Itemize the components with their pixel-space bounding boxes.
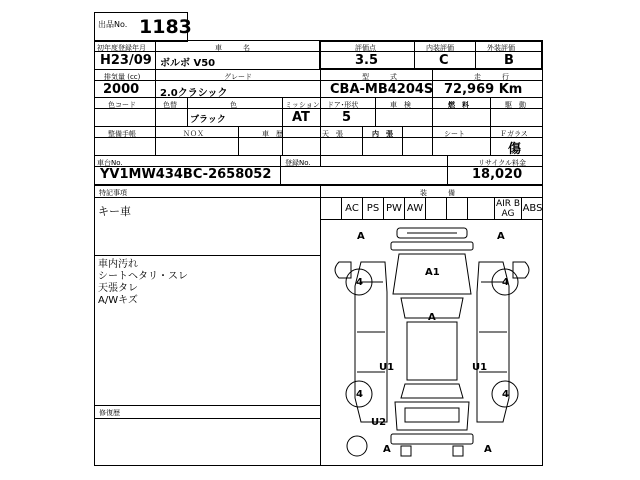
value-first-reg: H23/09 bbox=[100, 53, 152, 68]
equip-ps: PS bbox=[363, 198, 384, 219]
equip-ac: AC bbox=[342, 198, 363, 219]
equip-pw: PW bbox=[384, 198, 405, 219]
lot-label: 出品No. bbox=[98, 20, 128, 29]
mark-u1-r: U1 bbox=[472, 362, 488, 373]
mark-a-fr: A bbox=[497, 231, 505, 242]
value-fglass: 傷 bbox=[508, 142, 522, 157]
label-first-reg: 初年度登録年月 bbox=[97, 44, 146, 52]
value-mission: AT bbox=[292, 110, 310, 125]
notes-line: シートヘタリ・スレ bbox=[98, 271, 188, 282]
label-grade: グレード bbox=[224, 73, 252, 81]
mark-u2: U2 bbox=[371, 417, 387, 428]
mark-w-rl: 4 bbox=[356, 389, 363, 400]
value-recycle: 18,020 bbox=[472, 167, 523, 182]
label-model: 型 式 bbox=[362, 73, 397, 81]
equip-aw: AW bbox=[405, 198, 426, 219]
equip-empty bbox=[468, 198, 495, 219]
value-chassis: YV1MW434BC-2658052 bbox=[100, 167, 272, 182]
label-interior: 内装評価 bbox=[426, 44, 454, 52]
notes-list bbox=[98, 259, 188, 307]
mark-a-rr: A bbox=[484, 444, 492, 455]
label-reg-no: 登録No. bbox=[285, 159, 311, 167]
label-equipment: 装 備 bbox=[420, 189, 455, 197]
value-car-name: ボルボ V50 bbox=[160, 58, 216, 69]
label-color-code: 色コード bbox=[108, 101, 136, 109]
lot-box bbox=[94, 12, 192, 42]
value-doors: 5 bbox=[342, 110, 352, 125]
label-chassis: 車台No. bbox=[97, 159, 123, 167]
label-color: 色 bbox=[230, 101, 237, 109]
value-interior: C bbox=[439, 53, 449, 68]
label-fuel: 燃 料 bbox=[448, 101, 469, 109]
mark-w-fl: 4 bbox=[356, 277, 363, 288]
label-history: 車 歴 bbox=[262, 130, 283, 138]
value-color: ブラック bbox=[190, 115, 226, 125]
mark-w-rr: 4 bbox=[502, 389, 509, 400]
value-exterior: B bbox=[504, 53, 514, 68]
label-car-name: 車 名 bbox=[215, 44, 250, 52]
label-interior2: 内 張 bbox=[372, 130, 393, 138]
value-mileage: 72,969 Km bbox=[444, 82, 523, 97]
notes-line: A/Wキズ bbox=[98, 295, 138, 306]
mark-u1-l: U1 bbox=[379, 362, 395, 373]
value-grade: 2.0クラシック bbox=[160, 88, 228, 99]
equip-abs: ABS bbox=[522, 203, 543, 214]
label-drive: 駆 動 bbox=[505, 101, 526, 109]
equip-empty bbox=[426, 198, 447, 219]
label-recycle: リサイクル料金 bbox=[478, 159, 527, 167]
label-mission: ミッション bbox=[285, 101, 320, 109]
mark-a1: A1 bbox=[425, 267, 440, 278]
notes-line: 天張タレ bbox=[98, 283, 138, 294]
label-capacity: 車 検 bbox=[390, 101, 411, 109]
equipment-row bbox=[321, 198, 543, 220]
label-seat: シート bbox=[444, 130, 465, 138]
mark-a-fl: A bbox=[357, 231, 365, 242]
equip-empty bbox=[447, 198, 468, 219]
value-score: 3.5 bbox=[355, 53, 379, 68]
equip-blank bbox=[321, 198, 342, 219]
lot-number: 1183 bbox=[139, 16, 192, 38]
value-model: CBA-MB4204S bbox=[330, 82, 434, 97]
label-sunroof: 天 張 bbox=[322, 130, 343, 138]
label-maintenance: 整備手帳 bbox=[108, 130, 136, 138]
label-nox: ＮＯＸ bbox=[183, 130, 204, 138]
label-mileage: 走 行 bbox=[474, 73, 509, 81]
label-displacement: 排気量 (cc) bbox=[104, 73, 141, 81]
label-doors: ドア･形状 bbox=[327, 101, 359, 109]
label-exterior: 外装評価 bbox=[487, 44, 515, 52]
mark-a-rl: A bbox=[383, 444, 391, 455]
label-notes: 特記事項 bbox=[99, 189, 127, 197]
label-color-type: 色替 bbox=[163, 101, 177, 109]
value-displacement: 2000 bbox=[103, 82, 140, 97]
mark-w-fr: 4 bbox=[502, 277, 509, 288]
equip-airbag: AIR BAG bbox=[495, 199, 521, 219]
car-diagram bbox=[321, 222, 543, 466]
notes-line: 車内汚れ bbox=[98, 259, 138, 270]
label-repair: 修復歴 bbox=[99, 409, 120, 417]
label-fglass: Ｆガラス bbox=[500, 130, 528, 138]
label-score: 評価点 bbox=[355, 44, 376, 52]
notes-main: キー車 bbox=[98, 205, 131, 218]
mark-a-mid: A bbox=[428, 312, 436, 323]
